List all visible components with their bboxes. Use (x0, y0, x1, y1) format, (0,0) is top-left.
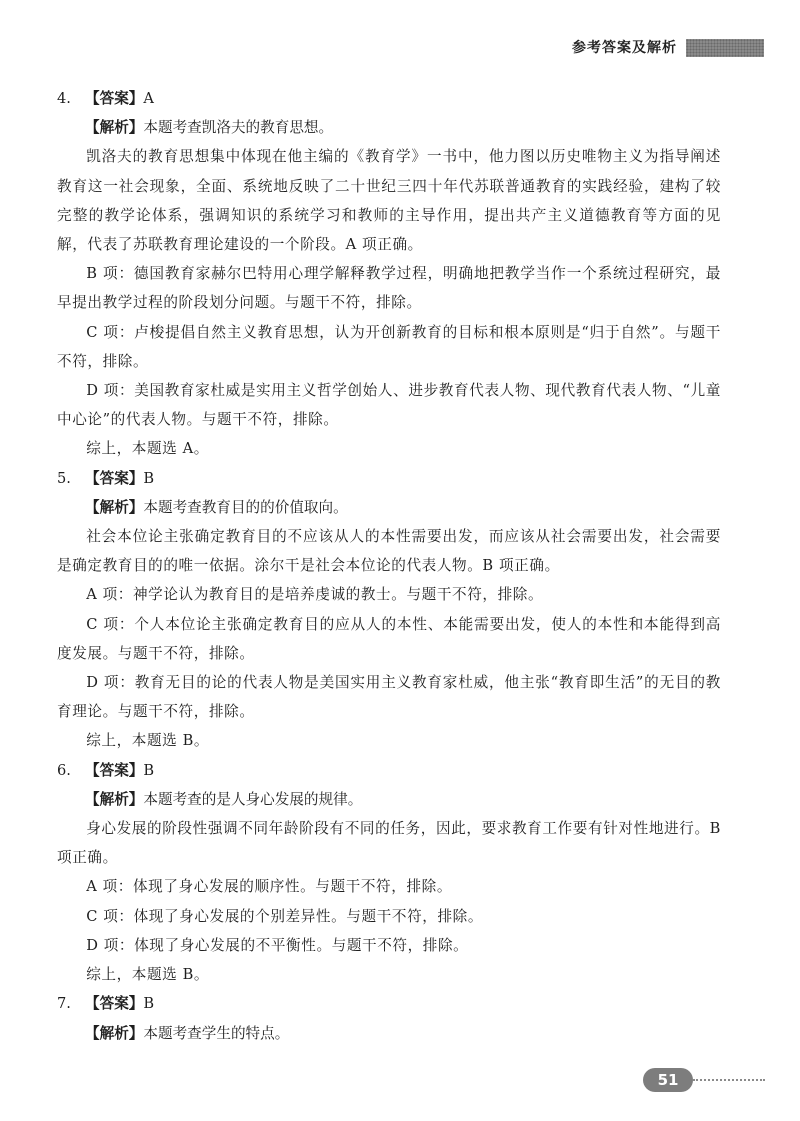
answer-label: 【答案】 (85, 995, 144, 1013)
explanation-paragraph: C 项：个人本位论主张确定教育目的应从人的本性、本能需要出发，使人的本性和本能得到高度发展。与题干不符，排除。 (57, 615, 721, 662)
running-header-title: 参考答案及解析 (572, 40, 677, 56)
answer-value: B (143, 995, 155, 1013)
question-number: 4. (57, 90, 71, 107)
explanation-paragraph: A 项：神学论认为教育目的是培养虔诚的教士。与题干不符，排除。 (86, 586, 544, 604)
answer-label: 【答案】 (85, 469, 144, 487)
explanation-paragraph: 综上，本题选 B。 (86, 966, 210, 984)
explanation-paragraph: C 项：卢梭提倡自然主义教育思想，认为开创新教育的目标和根本原则是“归于自然”。与题干不符，排除。 (57, 323, 721, 370)
question-number: 6. (57, 761, 71, 779)
answer-line (57, 464, 721, 493)
analysis-label: 【解析】 (85, 498, 144, 516)
analysis-line (57, 785, 721, 814)
explanation-paragraph: D 项：美国教育家杜威是实用主义哲学创始人、进步教育代表人物、现代教育代表人物、“儿童中心论”的代表人物。与题干不符，排除。 (57, 382, 721, 429)
explanation-paragraph: A 项：体现了身心发展的顺序性。与题干不符，排除。 (86, 878, 453, 896)
explanation-paragraph: D 项：体现了身心发展的不平衡性。与题干不符，排除。 (86, 936, 469, 954)
explanation-paragraph: 凯洛夫的教育思想集中体现在他主编的《教育学》一书中，他力图以历史唯物主义为指导阐述教育这一社会现象，全面、系统地反映了二十世纪三四十年代苏联普通教育的实践经验，建构了较完整的教学论体系，强调知识的系统学习和教师的主导作用，提出共产主义道德教育等方面的见解，代表了苏联教育理论建设的一个阶段。A 项正确。 (57, 148, 721, 254)
explanation-paragraph: B 项：德国教育家赫尔巴特用心理学解释教学过程，明确地把教学当作一个系统过程研究，最早提出教学过程的阶段划分问题。与题干不符，排除。 (57, 265, 721, 312)
analysis-label: 【解析】 (85, 119, 144, 137)
answer-value: B (143, 469, 155, 487)
answer-label: 【答案】 (85, 90, 144, 107)
explanation-paragraph: 综上，本题选 A。 (86, 440, 209, 458)
answer-line (57, 989, 721, 1018)
explanation-paragraph: C 项：体现了身心发展的个别差异性。与题干不符，排除。 (86, 907, 484, 925)
analysis-summary: 本题考查学生的特点。 (143, 1024, 290, 1042)
question-block (57, 84, 721, 464)
analysis-summary: 本题考查教育目的的价值取向。 (143, 498, 348, 516)
analysis-line (57, 493, 721, 522)
analysis-label: 【解析】 (85, 1024, 144, 1042)
analysis-line (57, 1019, 721, 1048)
question-block (57, 989, 721, 1047)
answer-line (57, 756, 721, 785)
question-number: 7. (57, 995, 71, 1013)
explanation-paragraph: 综上，本题选 B。 (86, 732, 210, 750)
analysis-summary: 本题考查的是人身心发展的规律。 (143, 790, 363, 808)
explanation-paragraph: D 项：教育无目的论的代表人物是美国实用主义教育家杜威，他主张“教育即生活”的无目的教育理论。与题干不符，排除。 (57, 674, 721, 721)
answer-label: 【答案】 (85, 761, 144, 779)
analysis-line (57, 113, 721, 142)
question-number: 5. (57, 469, 71, 487)
question-block (57, 756, 721, 990)
answer-value: A (143, 90, 154, 107)
explanation-paragraph: 社会本位论主张确定教育目的不应该从人的本性需要出发，而应该从社会需要出发，社会需要是确定教育目的的唯一依据。涂尔干是社会本位论的代表人物。B 项正确。 (57, 528, 721, 575)
answer-line (57, 84, 721, 113)
answer-explanations (57, 84, 721, 1048)
question-block (57, 464, 721, 756)
analysis-summary: 本题考查凯洛夫的教育思想。 (143, 119, 334, 137)
header-decor-bar (686, 39, 764, 57)
answer-value: B (143, 761, 155, 779)
footer-dotted-line (693, 1079, 765, 1081)
analysis-label: 【解析】 (85, 790, 144, 808)
page-number: 51 (643, 1068, 693, 1092)
explanation-paragraph: 身心发展的阶段性强调不同年龄阶段有不同的任务，因此，要求教育工作要有针对性地进行。B 项正确。 (57, 820, 721, 867)
